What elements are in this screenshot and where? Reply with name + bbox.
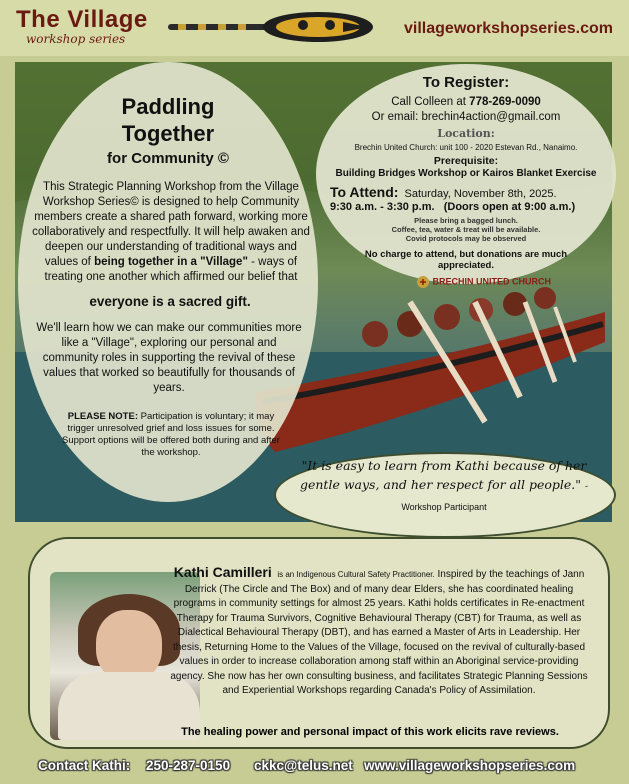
village-paragraph: We'll learn how we can make our communities more like a "Village", exploring our personal and community roles in supporting the revival of these values that worked so beautifully for thousands of years. (36, 322, 302, 394)
header (0, 0, 629, 56)
event-time: 9:30 a.m. - 3:30 p.m. (330, 201, 435, 213)
prereq-label: Prerequisite: (433, 155, 499, 167)
covid-note: Covid protocols may be observed (405, 234, 527, 243)
paddle-logo-icon (168, 10, 378, 44)
title-line-2: Together (121, 121, 215, 146)
rave-line: The healing power and personal impact of this work elicits rave reviews. (181, 726, 559, 738)
intro-end: - ways of treating one another which affirmed our belief that (44, 256, 298, 283)
header-site-link[interactable]: villageworkshopseries.com (404, 20, 613, 37)
bio-body: Inspired by the teachings of Jann Derrick (The Circle and The Box) and of many dear Elders, she has coordinated healing programs in community settings for almost 25 years. Kathi holds certificates in Re-enactment Therapy for Trauma Survivors, Cognitive Behavioural Therapy (CBT) for Trauma, as well as Dialectical Behavioural Therapy (DBT), and has earned a Master of Arts in Leadership. Her thesis, Returning Home to the Values of the Village, focused on the revival of culturally-based values in order to increase collaboration among staff within an Aboriginal service-providing agency. She now has her own consulting business, and facilitates Strategic Planning Sessions and Experiential Workshops regarding Canada's Policy of Assimilation. (170, 569, 588, 696)
bio-intro: is an Indigenous Cultural Safety Practitioner. (277, 570, 435, 579)
email-prefix: Or email: (371, 111, 422, 123)
attend-line (330, 184, 610, 200)
logo-subtitle: workshop series (26, 32, 126, 46)
doors-open: (Doors open at 9:00 a.m.) (443, 201, 576, 213)
title-line-1: Paddling (121, 94, 215, 119)
footer-email[interactable]: ckkc@telus.net (254, 758, 353, 773)
phone-link[interactable]: 778-269-0090 (469, 96, 541, 108)
quote-text: "It is easy to learn from Kathi because of her gentle ways, and her respect for all people." (299, 458, 587, 492)
bio-text (164, 565, 594, 699)
bring-notes (340, 216, 592, 243)
quote (286, 456, 602, 517)
address: Brechin United Church: unit 100 - 2020 Estevan Rd., Nanaimo. (354, 143, 578, 152)
bring-lunch: Please bring a bagged lunch. (414, 216, 518, 225)
footer-contact: Contact Kathi: (38, 758, 131, 773)
intro-bold: being together in a "Village" (94, 256, 248, 268)
register-email (330, 111, 602, 123)
time-line (330, 201, 610, 213)
event-date: Saturday, November 8th, 2025. (404, 188, 557, 200)
bio-name: Kathi Camilleri (173, 564, 272, 580)
footer-site[interactable]: www.villageworkshopseries.com (364, 758, 576, 773)
footer-phone[interactable]: 250-287-0150 (146, 758, 231, 773)
location-label: Location: (437, 127, 495, 140)
register-heading: To Register: (422, 74, 510, 91)
note (58, 411, 284, 459)
brechin-logo (416, 276, 551, 288)
intro-paragraph (30, 180, 312, 285)
intro-text: This Strategic Planning Workshop from the Village Workshop Series© is designed to help Community members create a shared path forward, working more collaboratively and respectfully. It will help awaken and deepen our understanding of traditional ways and values of (32, 181, 310, 268)
attend-label: To Attend: (330, 184, 399, 200)
note-label: PLEASE NOTE: (67, 411, 138, 422)
quote-attribution: - Workshop Participant (401, 481, 589, 512)
no-charge: No charge to attend, but donations are much appreciated. (364, 249, 568, 271)
call-label: Call Colleen at (391, 96, 470, 108)
register-call (330, 96, 602, 108)
title-line-3: for Community © (107, 150, 229, 167)
prereq: Building Bridges Workshop or Kairos Blanket Exercise (335, 168, 597, 179)
footer (0, 752, 629, 784)
note-text: Participation is voluntary; it may trigger unresolved grief and loss issues for some. Support options will be offered both during and after the workshop. (62, 411, 280, 458)
church-icon (416, 276, 430, 288)
email-link[interactable]: brechin4action@gmail.com (421, 111, 561, 123)
brechin-text: BRECHIN UNITED CHURCH (432, 276, 552, 287)
coffee-note: Coffee, tea, water & treat will be available. (391, 225, 541, 234)
logo-title: The Village (16, 6, 148, 33)
sacred-gift-line: everyone is a sacred gift. (89, 294, 251, 309)
